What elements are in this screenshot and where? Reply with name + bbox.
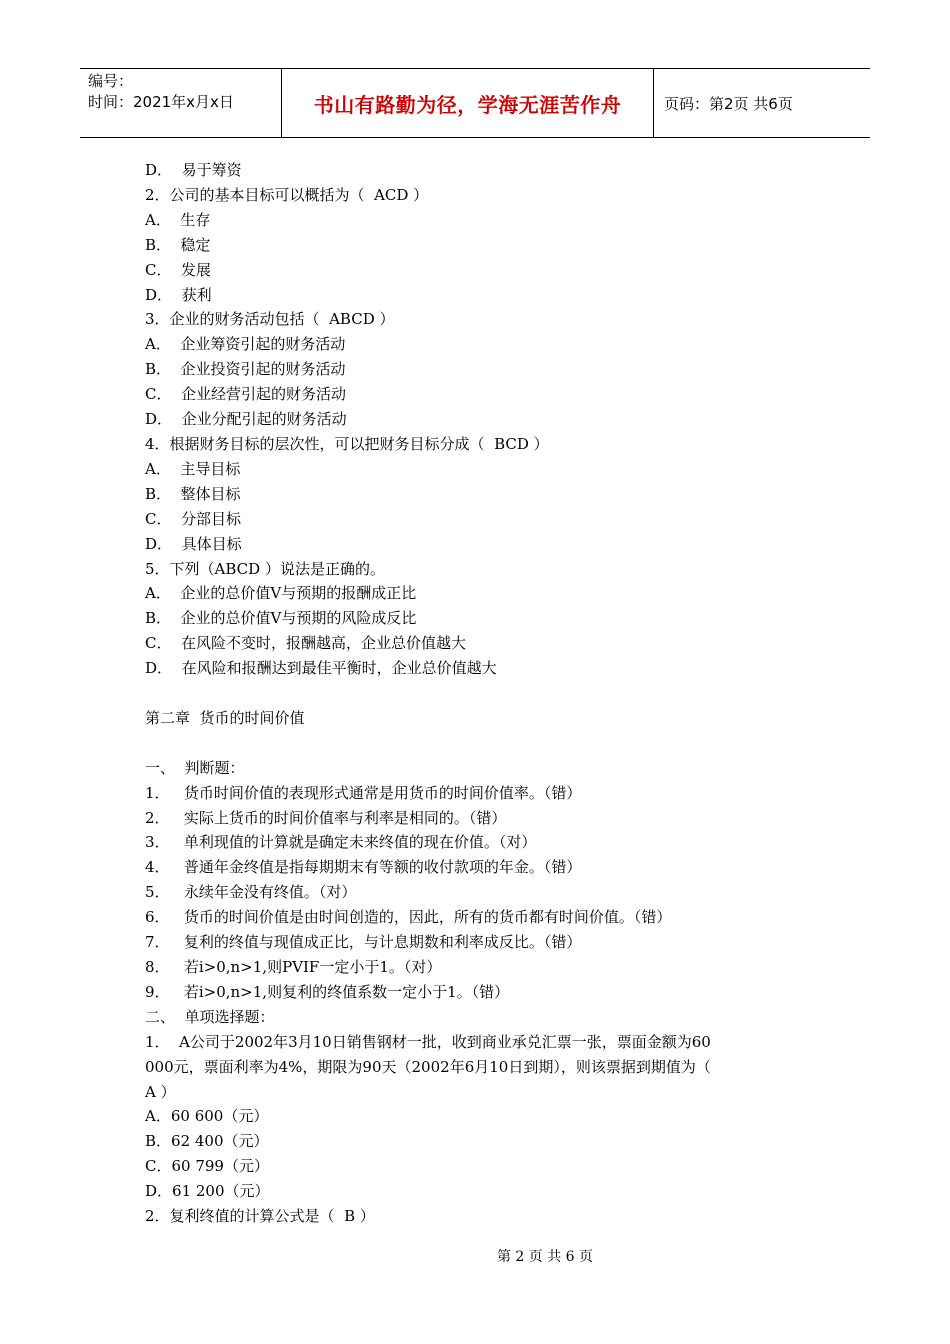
text-line: 第二章 货币的时间价值 [145, 708, 305, 727]
text-line: B．62 400（元） [145, 1132, 269, 1151]
text-line: 5． 永续年金没有终值。（对） [145, 883, 357, 902]
text-line: 5．下列（ABCD ）说法是正确的。 [145, 559, 385, 578]
text-line: 000元，票面利率为4%，期限为90天（2002年6月10日到期），则该票据到期值为（ [145, 1057, 711, 1076]
text-line: D． 具体目标 [145, 534, 242, 553]
number-label: 编号： [88, 72, 134, 90]
text-line: A．60 600（元） [145, 1107, 269, 1126]
text-line: C． 发展 [145, 260, 212, 279]
page-info-text: 页码：第2页 共6页 [664, 94, 793, 113]
text-line: B． 稳定 [145, 235, 211, 254]
header-meta [80, 69, 282, 137]
text-line: 7． 复利的终值与现值成正比，与计息期数和利率成反比。（错） [145, 933, 582, 952]
text-line [145, 731, 825, 756]
text-line: D．61 200（元） [145, 1182, 270, 1201]
text-line: D． 获利 [145, 285, 212, 304]
text-line: 2． 实际上货币的时间价值率与利率是相同的。（错） [145, 808, 507, 827]
text-line: 一、 判断题： [145, 758, 245, 777]
date-label: 时间：2021年x月x日 [88, 93, 234, 111]
text-line: 6． 货币的时间价值是由时间创造的，因此，所有的货币都有时间价值。（错） [145, 908, 672, 927]
text-line: A． 企业筹资引起的财务活动 [145, 335, 346, 354]
text-line: 9． 若i>0,n>1,则复利的终值系数一定小于1。（错） [145, 982, 510, 1001]
text-line: 3． 单利现值的计算就是确定未来终值的现在价值。（对） [145, 833, 537, 852]
text-line: 2．复利终值的计算公式是（ B ） [145, 1207, 375, 1226]
text-line: C． 企业经营引起的财务活动 [145, 385, 347, 404]
text-line: 2．公司的基本目标可以概括为（ ACD ） [145, 185, 429, 204]
text-line: A． 生存 [145, 210, 211, 229]
motto-text: 书山有路勤为径，学海无涯苦作舟 [313, 92, 622, 117]
text-line: C． 在风险不变时，报酬越高，企业总价值越大 [145, 634, 467, 653]
text-line: 3．企业的财务活动包括（ ABCD ） [145, 310, 395, 329]
text-line: 4．根据财务目标的层次性，可以把财务目标分成（ BCD ） [145, 434, 549, 453]
page-footer: 第 2 页 共 6 页 [496, 1249, 594, 1265]
text-line [145, 681, 825, 706]
text-line: A． 企业的总价值V与预期的报酬成正比 [145, 584, 417, 603]
text-line: A ） [145, 1082, 176, 1101]
text-line: B． 企业投资引起的财务活动 [145, 360, 346, 379]
text-line: 二、 单项选择题： [145, 1007, 275, 1026]
page-header [80, 68, 870, 138]
text-line: 8． 若i>0,n>1,则PVIF一定小于1。（对） [145, 957, 442, 976]
text-line: 1． 货币时间价值的表现形式通常是用货币的时间价值率。（错） [145, 783, 582, 802]
text-line: D． 易于筹资 [145, 161, 242, 179]
text-line: D． 在风险和报酬达到最佳平衡时，企业总价值越大 [145, 659, 497, 678]
text-line: A． 主导目标 [145, 459, 241, 478]
text-line: C． 分部目标 [145, 509, 242, 528]
text-line: D． 企业分配引起的财务活动 [145, 410, 347, 429]
document-body [145, 158, 825, 1229]
text-line: B． 企业的总价值V与预期的风险成反比 [145, 609, 417, 628]
text-line: B． 整体目标 [145, 484, 241, 503]
text-line: 1． A公司于2002年3月10日销售钢材一批，收到商业承兑汇票一张，票面金额为60 [145, 1032, 711, 1051]
text-line: C．60 799（元） [145, 1157, 269, 1176]
header-page-info [654, 69, 870, 137]
text-line: 4． 普通年金终值是指每期期末有等额的收付款项的年金。（错） [145, 858, 582, 877]
header-motto-cell [282, 69, 654, 137]
